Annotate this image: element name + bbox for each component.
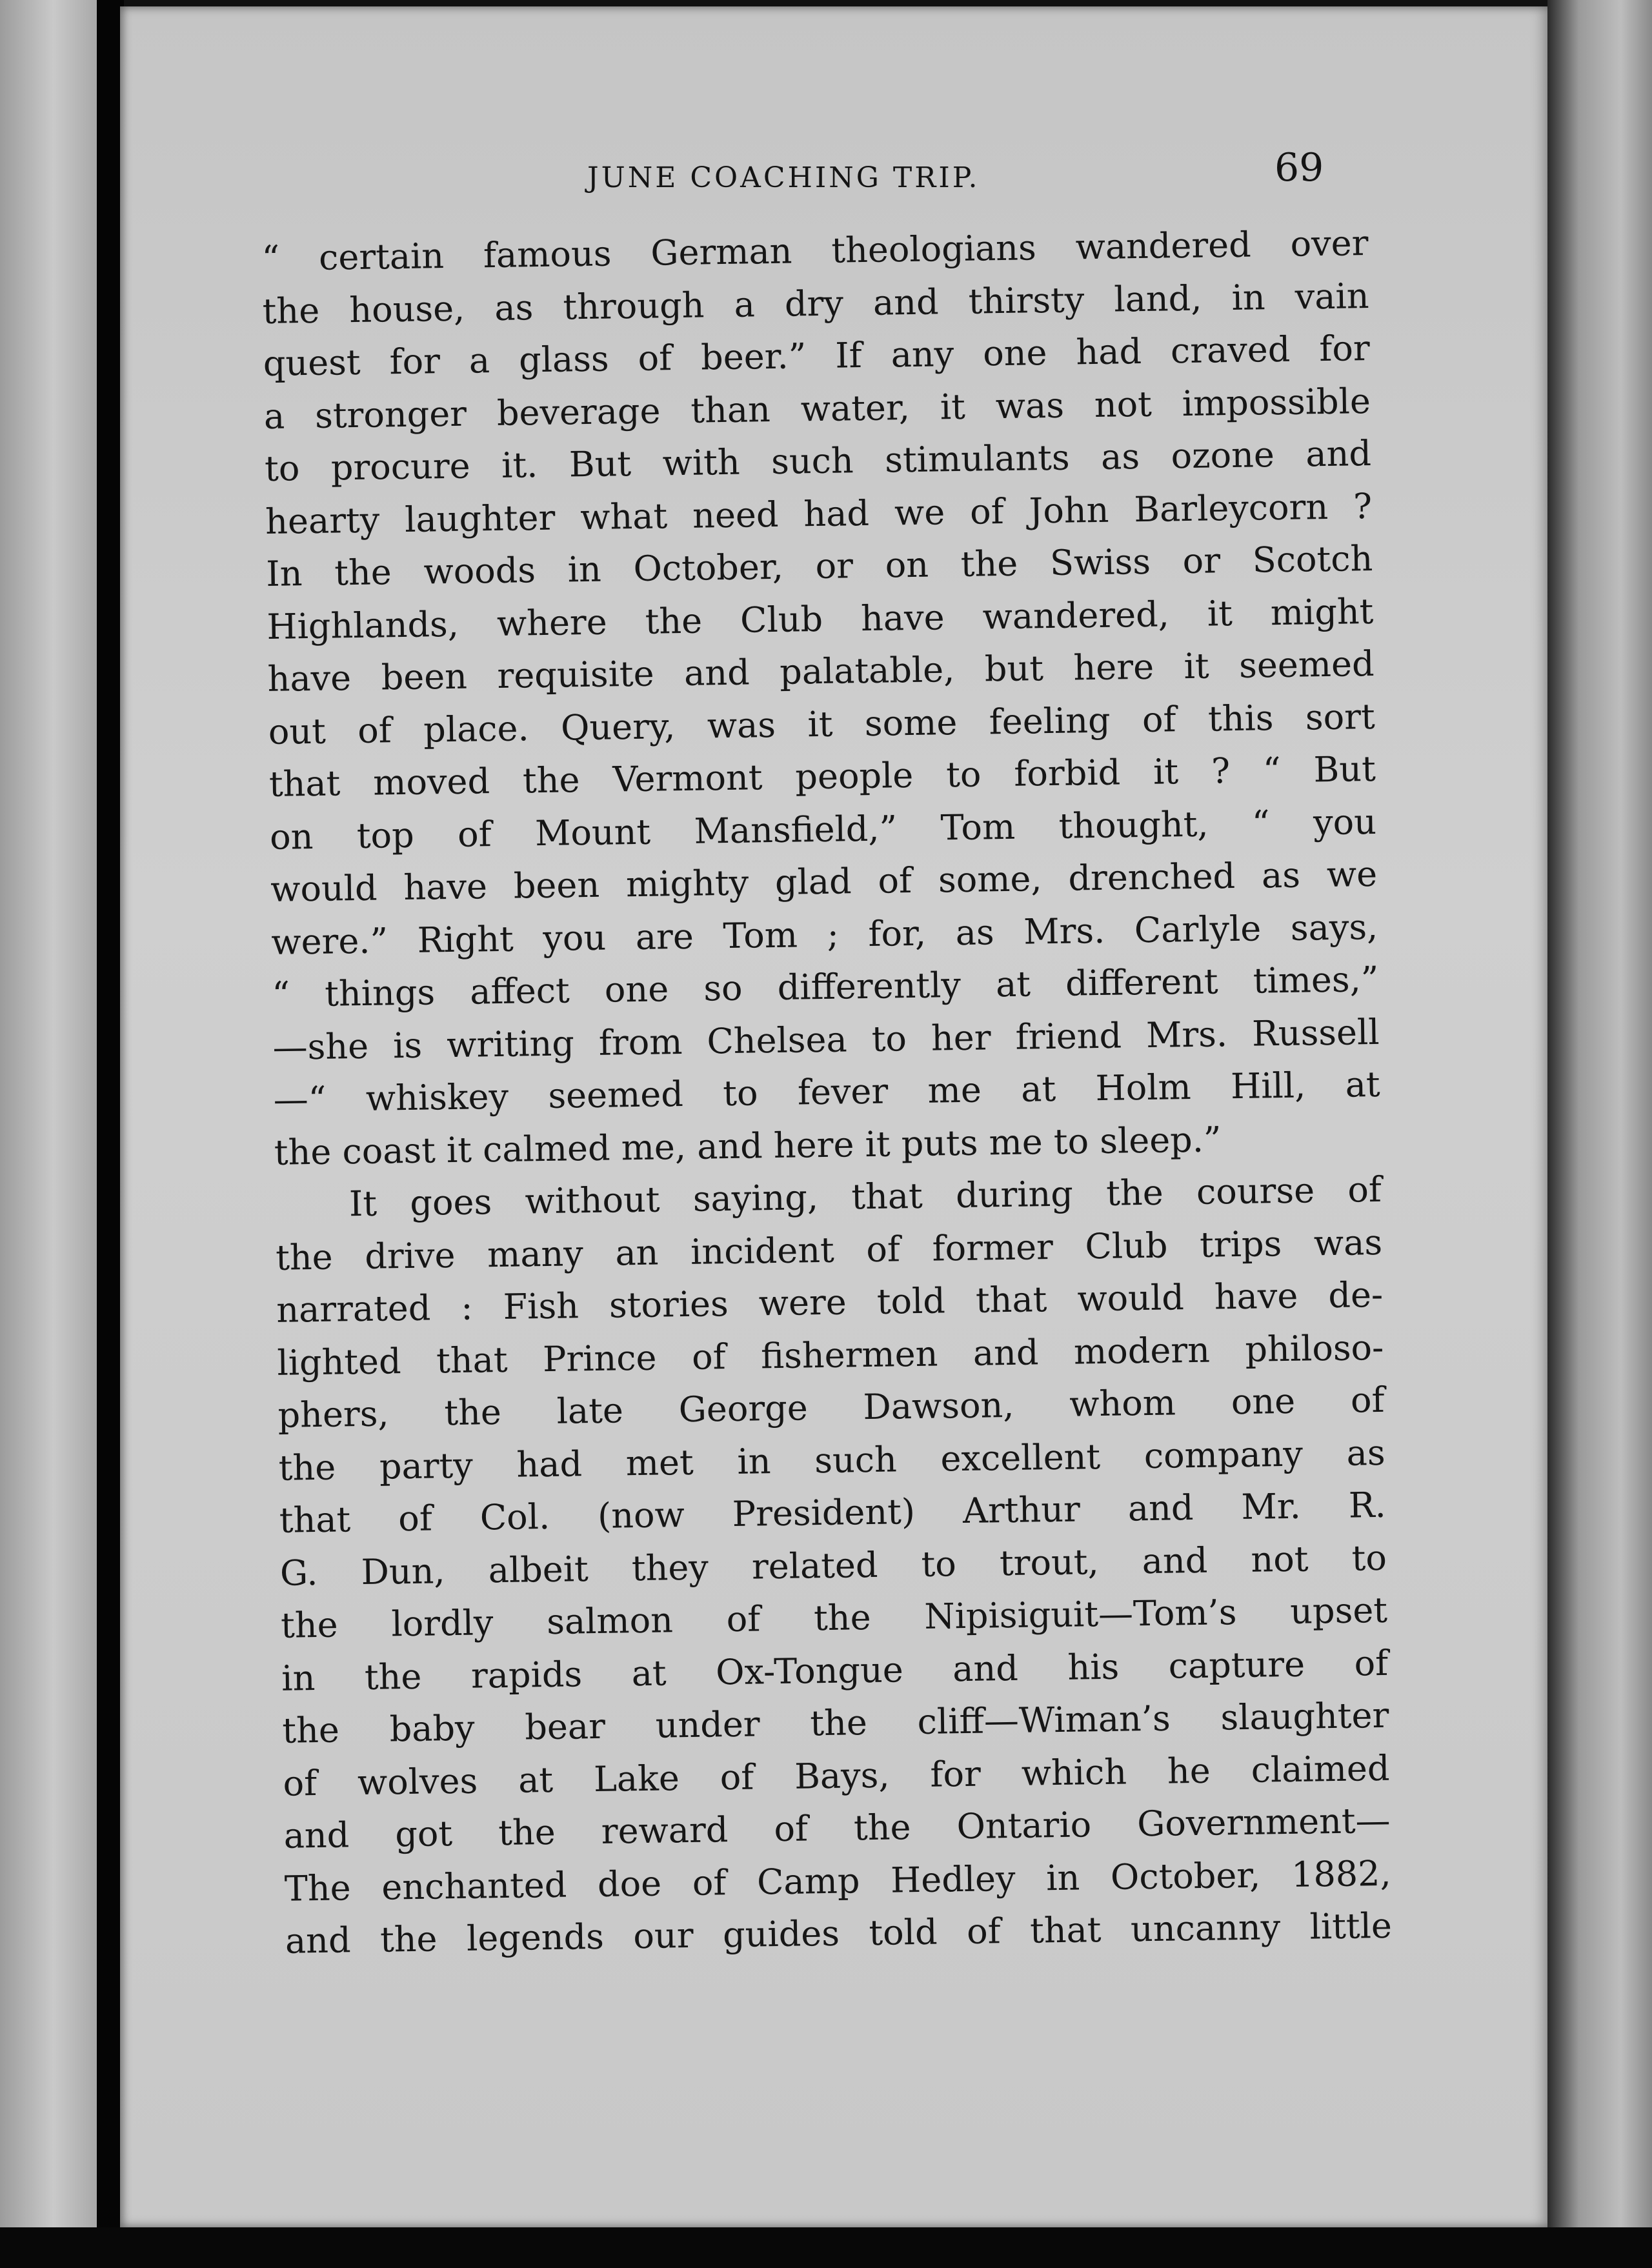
text-line: —she is writing from Chelsea to her friend Mrs. Russell: [272, 1011, 1380, 1068]
text-line: on top of Mount Mansfield,” Tom thought, “ you: [269, 801, 1377, 858]
text-line: and the legends our guides told of that uncanny little: [285, 1905, 1393, 1962]
text-line: a stronger beverage than water, it was not impossible: [263, 380, 1371, 437]
text-line: the party had met in such excellent company as: [278, 1432, 1386, 1489]
text-line: narrated : Fish stories were told that would have de-: [276, 1274, 1384, 1330]
text-line: would have been mighty glad of some, drenched as we: [270, 853, 1378, 910]
text-line: to procure it. But with such stimulants as ozone and: [264, 433, 1372, 489]
text-line: the drive many an incident of former Club trips was: [275, 1221, 1383, 1278]
paragraph-start-line: It goes without saying, that during the course of: [348, 1169, 1382, 1225]
text-line: Highlands, where the Club have wandered, it might: [267, 590, 1374, 647]
text-line: hearty laughter what need had we of John Barleycorn ?: [265, 485, 1373, 542]
text-line: that of Col. (now President) Arthur and Mr. R.: [279, 1484, 1387, 1541]
text-line: phers, the late George Dawson, whom one of: [277, 1379, 1385, 1436]
text-line: were.” Right you are Tom ; for, as Mrs. Carlyle says,: [270, 906, 1378, 963]
text-line: lighted that Prince of fishermen and modern philoso-: [277, 1327, 1384, 1383]
text-line: —“ whiskey seemed to fever me at Holm Hill, at: [273, 1063, 1381, 1120]
body-text: [261, 217, 1392, 1967]
scan-bottom-border: [0, 2227, 1652, 2268]
text-line: of wolves at Lake of Bays, for which he claimed: [283, 1747, 1390, 1804]
text-line: and got the reward of the Ontario Government—: [283, 1800, 1391, 1856]
text-line: the lordly salmon of the Nipisiguit—Tom’s upset: [280, 1589, 1388, 1646]
page-stack-edge: [1547, 0, 1652, 2268]
text-line: in the rapids at Ox-Tongue and his capture of: [281, 1642, 1389, 1699]
text-line: the house, as through a dry and thirsty land, in vain: [262, 275, 1369, 332]
page-number: 69: [1274, 145, 1324, 190]
text-line: the baby bear under the cliff—Wiman’s slaughter: [281, 1694, 1389, 1751]
text-line: The enchanted doe of Camp Hedley in October, 1882,: [284, 1852, 1392, 1909]
text-line: have been requisite and palatable, but here it seemed: [267, 643, 1375, 699]
facing-page-edge: [0, 0, 97, 2268]
text-line: G. Dun, albeit they related to trout, and not to: [279, 1537, 1387, 1594]
text-line: “ things affect one so differently at different times,”: [272, 958, 1379, 1015]
text-line: “ certain famous German theologians wandered over: [261, 223, 1369, 279]
paragraph-end-line: the coast it calmed me, and here it puts me to sleep.”: [274, 1118, 1222, 1173]
text-line: quest for a glass of beer.” If any one had craved for: [263, 328, 1371, 384]
text-line: that moved the Vermont people to forbid it ? “ But: [268, 748, 1376, 805]
running-title: JUNE COACHING TRIP.: [587, 161, 980, 194]
text-line: out of place. Query, was it some feeling of this sort: [268, 696, 1376, 752]
text-line: In the woods in October, or on the Swiss or Scotch: [265, 538, 1373, 594]
